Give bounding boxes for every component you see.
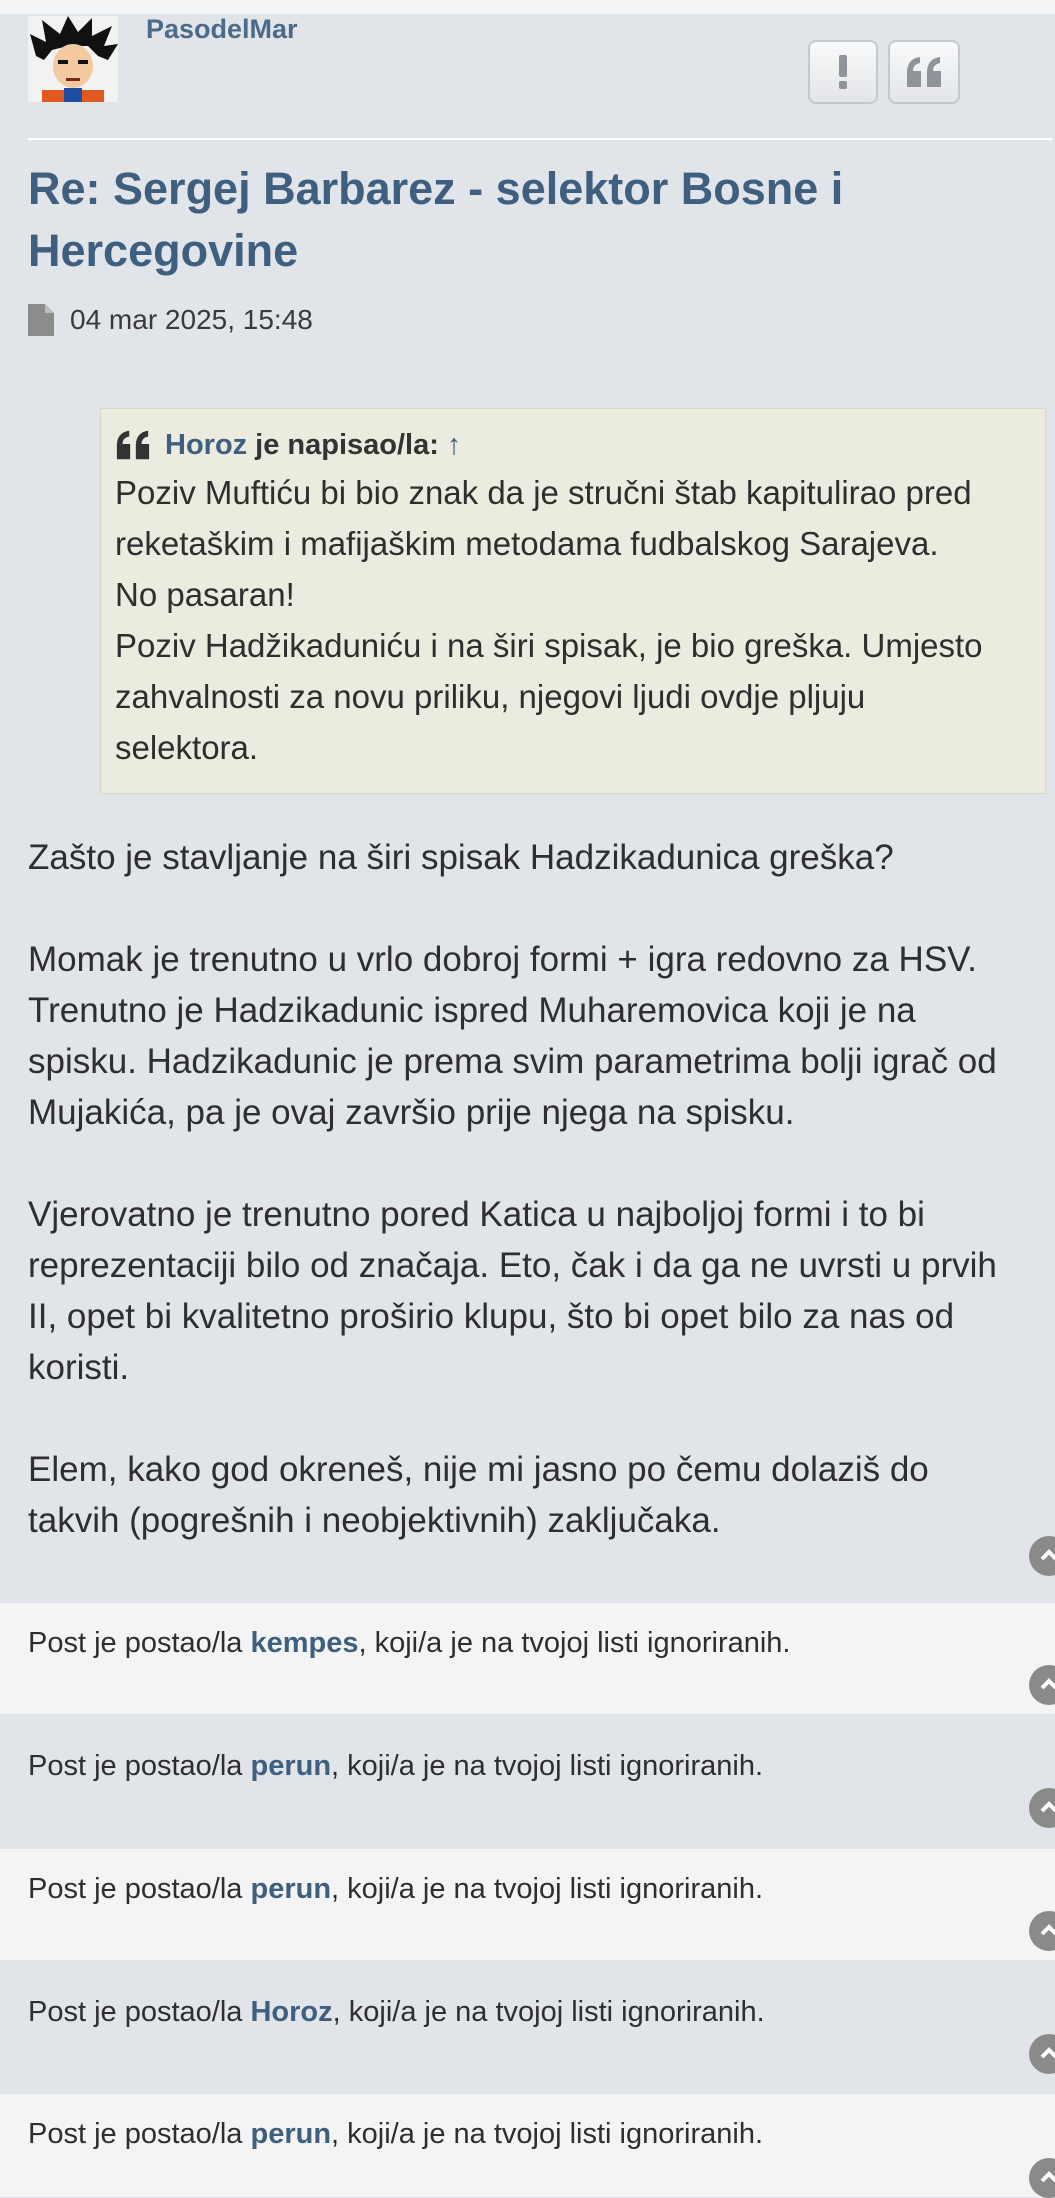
back-to-top-button[interactable]: [1029, 1536, 1055, 1576]
ignored-prefix: Post je postao/la: [28, 1627, 243, 1659]
chevron-up-icon: [1039, 2168, 1055, 2188]
body-line: Mujakića, pa je ovaj završio prije njega na spisku.: [28, 1093, 795, 1132]
body-blank-line: [28, 1393, 1052, 1444]
chevron-up-icon: [1039, 1798, 1055, 1818]
exclamation-icon: [836, 55, 850, 89]
ignored-user-link[interactable]: Horoz: [250, 1996, 333, 2028]
ignored-post-message: [28, 1994, 765, 2030]
body-line: reprezentaciji bilo od značaja. Eto, čak i da ga ne uvrsti u prvih: [28, 1246, 997, 1285]
quote-header: [115, 423, 1031, 467]
ignored-post: [0, 1726, 1055, 1837]
body-blank-line: [28, 883, 1052, 934]
body-line: spisku. Hadzikadunic je prema svim parametrima bolji igrač od: [28, 1042, 997, 1081]
ignored-user-link[interactable]: perun: [250, 1750, 332, 1782]
avatar-image: [28, 16, 118, 102]
header-divider: [28, 138, 1052, 140]
ignored-prefix: Post je postao/la: [28, 2118, 243, 2150]
ignored-user-link[interactable]: perun: [250, 2118, 332, 2150]
ignored-post-message: [28, 2116, 763, 2152]
quote-icon: [115, 430, 151, 460]
body-line: Zašto je stavljanje na širi spisak Hadzikadunica greška?: [28, 838, 894, 877]
ignored-user-link[interactable]: kempes: [250, 1627, 359, 1659]
ignored-post: [0, 2094, 1055, 2197]
ignored-prefix: Post je postao/la: [28, 1873, 243, 1905]
chevron-up-icon: [1039, 1921, 1055, 1941]
top-strip: [0, 0, 1055, 14]
chevron-up-icon: [1039, 1675, 1055, 1695]
file-icon[interactable]: [28, 304, 54, 336]
body-blank-line: [28, 1138, 1052, 1189]
chevron-up-icon: [1039, 2044, 1055, 2064]
back-to-top-button[interactable]: [1029, 2034, 1055, 2074]
quote-wrote-label: je napisao/la:: [255, 429, 439, 461]
chevron-up-icon: [1039, 1546, 1055, 1566]
body-line: Vjerovatno je trenutno pored Katica u najboljoj formi i to bi: [28, 1195, 925, 1234]
quote-author-link[interactable]: Horoz: [165, 429, 248, 461]
ignored-suffix: , koji/a je na tvojoj listi ignoriranih.: [332, 1996, 765, 2028]
ignored-user-link[interactable]: perun: [250, 1873, 332, 1905]
quote-line: reketaškim i mafijaškim metodama fudbalskog Sarajeva.: [115, 525, 939, 562]
post-body: [28, 832, 1052, 1546]
ignored-post-message: [28, 1748, 763, 1784]
body-line: Trenutno je Hadzikadunic ispred Muharemovica koji je na: [28, 991, 916, 1030]
ignored-post-message: [28, 1625, 790, 1661]
ignored-suffix: , koji/a je na tvojoj listi ignoriranih.: [331, 1873, 764, 1905]
body-line: koristi.: [28, 1348, 130, 1387]
ignored-suffix: , koji/a je na tvojoj listi ignoriranih.: [331, 2118, 764, 2150]
quote-button[interactable]: [888, 40, 960, 104]
ignored-post: [0, 1603, 1055, 1714]
quote-box: [100, 408, 1046, 794]
quote-line: No pasaran!: [115, 576, 295, 613]
post: [0, 14, 1055, 1592]
post-title[interactable]: Re: Sergej Barbarez - selektor Bosne i Hercegovine: [28, 163, 844, 276]
quote-line: selektora.: [115, 729, 259, 766]
ignored-prefix: Post je postao/la: [28, 1750, 243, 1782]
quote-source-link[interactable]: ↑: [446, 429, 462, 461]
ignored-post: [0, 1972, 1055, 2083]
back-to-top-button[interactable]: [1029, 1788, 1055, 1828]
body-line: Momak je trenutno u vrlo dobroj formi + igra redovno za HSV.: [28, 940, 978, 979]
post-meta: [28, 304, 313, 336]
quote-line: Poziv Hadžikaduniću i na širi spisak, je bio greška. Umjesto: [115, 627, 983, 664]
back-to-top-button[interactable]: [1029, 1665, 1055, 1705]
ignored-suffix: , koji/a je na tvojoj listi ignoriranih.: [331, 1750, 764, 1782]
quote-icon: [905, 57, 943, 87]
ignored-post-message: [28, 1871, 763, 1907]
quote-line: zahvalnosti za novu priliku, njegovi ljudi ovdje pljuju: [115, 678, 866, 715]
post-username[interactable]: PasodelMar: [146, 14, 298, 44]
post-date: 04 mar 2025, 15:48: [70, 304, 313, 335]
ignored-post: [0, 1849, 1055, 1960]
report-button[interactable]: [808, 40, 878, 104]
ignored-prefix: Post je postao/la: [28, 1996, 243, 2028]
body-line: takvih (pogrešnih i neobjektivnih) zaključaka.: [28, 1501, 721, 1540]
avatar[interactable]: [28, 16, 118, 102]
ignored-suffix: , koji/a je na tvojoj listi ignoriranih.: [358, 1627, 791, 1659]
body-line: II, opet bi kvalitetno proširio klupu, što bi opet bilo za nas od: [28, 1297, 955, 1336]
back-to-top-button[interactable]: [1029, 1911, 1055, 1951]
body-line: Elem, kako god okreneš, nije mi jasno po čemu dolaziš do: [28, 1450, 929, 1489]
quote-line: Poziv Muftiću bi bio znak da je stručni štab kapitulirao pred: [115, 474, 972, 511]
back-to-top-button[interactable]: [1029, 2158, 1055, 2198]
